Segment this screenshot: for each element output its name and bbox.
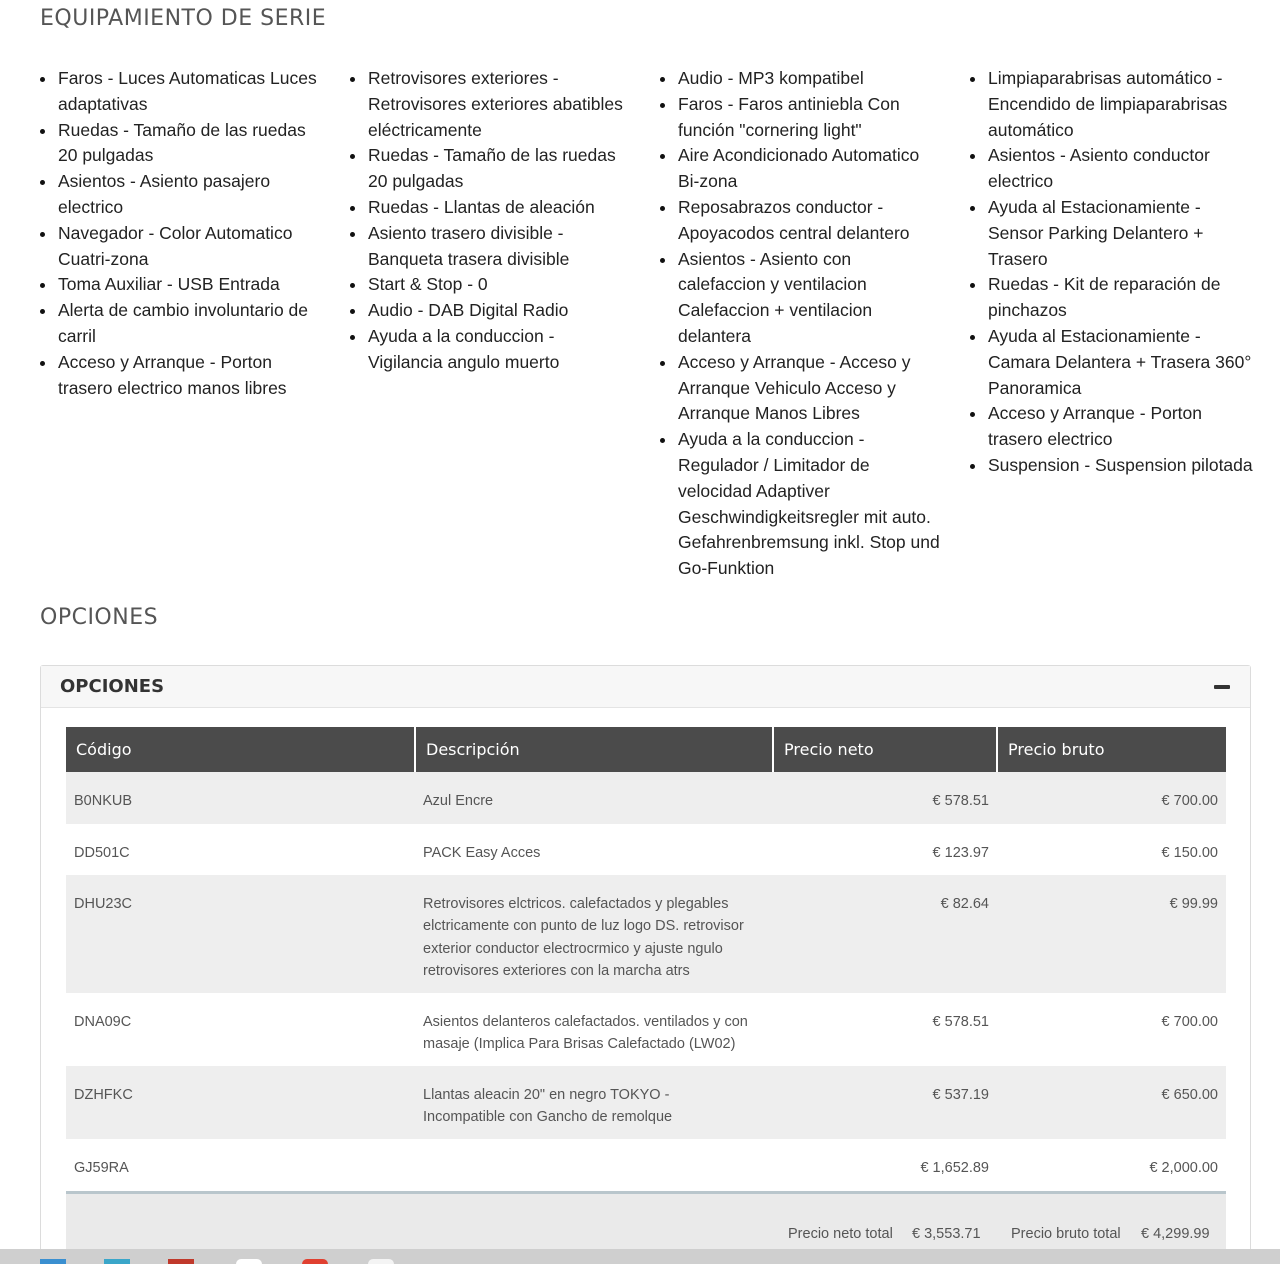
cell-precio-neto: € 82.64 [773, 875, 997, 993]
equipamiento-item: Acceso y Arranque - Porton trasero electrico [968, 401, 1258, 453]
collapse-minus-icon[interactable] [1212, 680, 1232, 694]
table-header-row [66, 727, 1226, 772]
equipamiento-item: Faros - Faros antiniebla Con función "cornering light" [658, 92, 943, 144]
opciones-panel-header[interactable] [41, 666, 1250, 708]
cell-precio-neto: € 123.97 [773, 824, 997, 875]
equipamiento-item: Reposabrazos conductor - Apoyacodos central delantero [658, 195, 943, 247]
opciones-title: OPCIONES [40, 605, 159, 630]
cell-precio-bruto: € 150.00 [997, 824, 1226, 875]
equipamiento-item: Ruedas - Llantas de aleación [348, 195, 633, 221]
equipamiento-item: Acceso y Arranque - Acceso y Arranque Vehiculo Acceso y Arranque Manos Libres [658, 350, 943, 427]
cell-codigo: DNA09C [66, 993, 415, 1066]
opciones-panel-title: OPCIONES [60, 676, 165, 697]
cell-codigo: B0NKUB [66, 772, 415, 824]
equipamiento-column-2 [348, 66, 633, 376]
opciones-table [66, 727, 1226, 1189]
cell-precio-neto: € 537.19 [773, 1066, 997, 1139]
equipamiento-item: Faros - Luces Automaticas Luces adaptativas [38, 66, 323, 118]
cell-codigo: DD501C [66, 824, 415, 875]
equipamiento-item: Ruedas - Tamaño de las ruedas 20 pulgadas [38, 118, 323, 170]
equipamiento-item: Audio - DAB Digital Radio [348, 298, 633, 324]
equipamiento-item: Suspension - Suspension pilotada [968, 453, 1258, 479]
equipamiento-item: Ayuda a la conduccion - Regulador / Limitador de velocidad Adaptiver Geschwindigkeitsregler mit auto. Gefahrenbremsung inkl. Stop und Go-Funktion [658, 427, 943, 582]
column-header-codigo: Código [66, 727, 415, 772]
table-row [66, 824, 1226, 875]
cell-precio-neto: € 578.51 [773, 772, 997, 824]
table-row [66, 993, 1226, 1066]
equipamiento-item: Asiento trasero divisible - Banqueta trasera divisible [348, 221, 633, 273]
equipamiento-column-1 [38, 66, 323, 401]
cell-precio-bruto: € 99.99 [997, 875, 1226, 993]
taskbar [0, 1249, 1280, 1264]
total-bruto-value: € 4,299.99 [1141, 1226, 1210, 1242]
equipamiento-item: Retrovisores exteriores - Retrovisores exteriores abatibles eléctricamente [348, 66, 633, 143]
table-row [66, 1139, 1226, 1189]
taskbar-app-icon[interactable] [302, 1259, 328, 1264]
cell-precio-neto: € 1,652.89 [773, 1139, 997, 1189]
column-header-precio-neto: Precio neto [773, 727, 997, 772]
taskbar-app-icon[interactable] [368, 1259, 394, 1264]
cell-precio-bruto: € 700.00 [997, 772, 1226, 824]
equipamiento-item: Audio - MP3 kompatibel [658, 66, 943, 92]
table-row [66, 1066, 1226, 1139]
cell-precio-bruto: € 700.00 [997, 993, 1226, 1066]
equipamiento-item: Asientos - Asiento conductor electrico [968, 143, 1258, 195]
total-neto-label: Precio neto total [788, 1226, 893, 1242]
total-neto-value: € 3,553.71 [912, 1226, 981, 1242]
cell-precio-bruto: € 650.00 [997, 1066, 1226, 1139]
cell-descripcion: PACK Easy Acces [415, 824, 773, 875]
equipamiento-item: Limpiaparabrisas automático - Encendido de limpiaparabrisas automático [968, 66, 1258, 143]
cell-codigo: DZHFKC [66, 1066, 415, 1139]
equipamiento-item: Ayuda al Estacionamiente - Camara Delantera + Trasera 360° Panoramica [968, 324, 1258, 401]
cell-descripcion: Azul Encre [415, 772, 773, 824]
equipamiento-column-3 [658, 66, 943, 582]
taskbar-app-icon[interactable] [104, 1259, 130, 1264]
equipamiento-item: Start & Stop - 0 [348, 272, 633, 298]
cell-descripcion: Asientos delanteros calefactados. ventilados y con masaje (Implica Para Brisas Calefactado (LW02) [415, 993, 773, 1066]
equipamiento-column-4 [968, 66, 1258, 479]
equipamiento-item: Aire Acondicionado Automatico Bi-zona [658, 143, 943, 195]
table-row [66, 772, 1226, 824]
cell-codigo: DHU23C [66, 875, 415, 993]
cell-descripcion: Retrovisores elctricos. calefactados y plegables elctricamente con punto de luz logo DS. retrovisor exterior conductor electrocrmico y ajuste ngulo retrovisores exteriores con la marcha atrs [415, 875, 773, 993]
column-header-descripcion: Descripción [415, 727, 773, 772]
cell-precio-neto: € 578.51 [773, 993, 997, 1066]
cell-precio-bruto: € 2,000.00 [997, 1139, 1226, 1189]
taskbar-app-icon[interactable] [40, 1259, 66, 1264]
equipamiento-item: Navegador - Color Automatico Cuatri-zona [38, 221, 323, 273]
cell-codigo: GJ59RA [66, 1139, 415, 1189]
cell-descripcion [415, 1139, 773, 1189]
equipamiento-item: Asientos - Asiento con calefaccion y ventilacion Calefaccion + ventilacion delantera [658, 247, 943, 350]
equipamiento-item: Acceso y Arranque - Porton trasero electrico manos libres [38, 350, 323, 402]
table-row [66, 875, 1226, 993]
equipamiento-item: Asientos - Asiento pasajero electrico [38, 169, 323, 221]
equipamiento-item: Ayuda al Estacionamiente - Sensor Parking Delantero + Trasero [968, 195, 1258, 272]
equipamiento-item: Alerta de cambio involuntario de carril [38, 298, 323, 350]
opciones-panel [40, 665, 1251, 1264]
equipamiento-title: EQUIPAMIENTO DE SERIE [40, 6, 327, 31]
taskbar-app-icon[interactable] [236, 1259, 262, 1264]
total-bruto-label: Precio bruto total [1011, 1226, 1121, 1242]
column-header-precio-bruto: Precio bruto [997, 727, 1226, 772]
taskbar-app-icon[interactable] [168, 1259, 194, 1264]
cell-descripcion: Llantas aleacin 20" en negro TOKYO - Incompatible con Gancho de remolque [415, 1066, 773, 1139]
equipamiento-item: Ruedas - Tamaño de las ruedas 20 pulgadas [348, 143, 633, 195]
equipamiento-item: Toma Auxiliar - USB Entrada [38, 272, 323, 298]
equipamiento-item: Ayuda a la conduccion - Vigilancia angulo muerto [348, 324, 633, 376]
equipamiento-item: Ruedas - Kit de reparación de pinchazos [968, 272, 1258, 324]
